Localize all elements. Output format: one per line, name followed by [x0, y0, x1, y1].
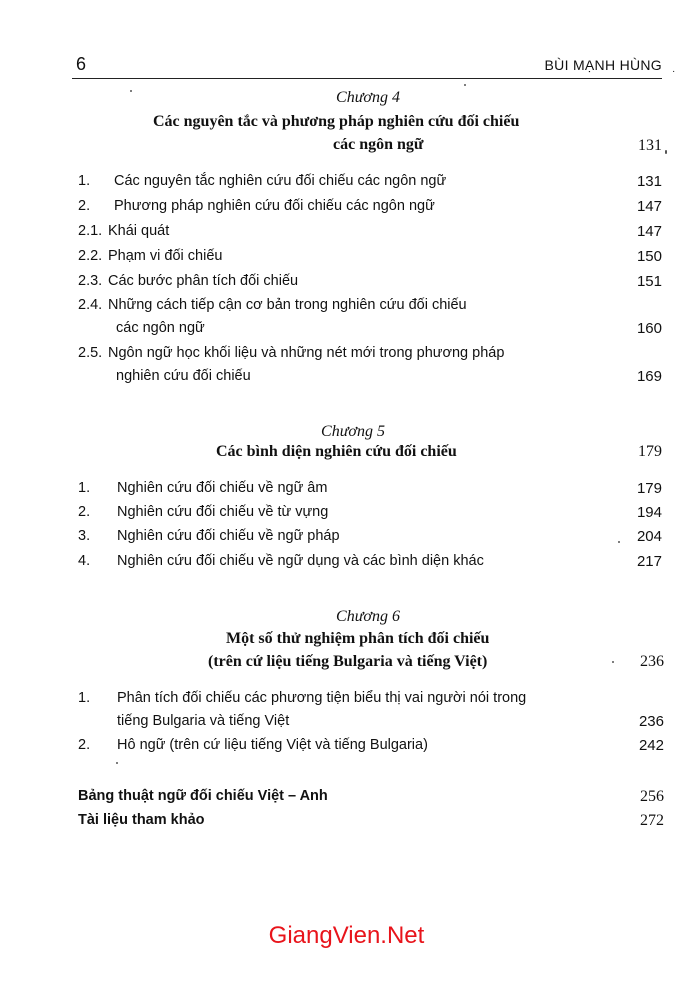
entry-title: Các bước phân tích đối chiếu [108, 273, 299, 289]
chapter-title-line-2: các ngôn ngữ [333, 136, 424, 153]
chapter-label: Chương 6 [336, 608, 400, 625]
scan-speck [618, 541, 620, 543]
entry-title: Nghiên cứu đối chiếu về ngữ dụng và các bình diện khác [117, 553, 484, 569]
entry-page: 160 [636, 320, 662, 337]
entry-title-line-2: nghiên cứu đối chiếu [116, 368, 251, 384]
entry-page: 147 [636, 223, 662, 240]
entry-page: 150 [636, 248, 662, 265]
entry-number: 1. [78, 480, 91, 496]
entry-page: 179 [636, 480, 662, 497]
chapter-page: 179 [638, 443, 662, 460]
scan-speck [130, 90, 132, 92]
entry-page: 242 [638, 737, 664, 754]
entry-number: 2. [78, 198, 91, 214]
entry-title: Hô ngữ (trên cứ liệu tiếng Việt và tiếng Bulgaria) [117, 737, 428, 753]
entry-number: 2.1. [78, 223, 103, 239]
entry-number: 2. [78, 737, 91, 753]
entry-number: 2.3. [78, 273, 103, 289]
entry-number: 2.4. [78, 297, 103, 313]
entry-page: 256 [640, 788, 664, 805]
chapter-page: 131 [638, 137, 662, 154]
running-head-author: BÙI MẠNH HÙNG [544, 57, 662, 73]
entry-number: 1. [78, 173, 91, 189]
entry-title: Phạm vi đối chiếu [108, 248, 223, 264]
entry-title: Nghiên cứu đối chiếu về ngữ âm [117, 480, 328, 496]
entry-number: 2. [78, 504, 91, 520]
scan-speck [116, 762, 118, 764]
entry-title-line-1: Phân tích đối chiếu các phương tiện biểu thị vai người nói trong [117, 690, 527, 706]
entry-number: 1. [78, 690, 91, 706]
entry-title-line-2: các ngôn ngữ [116, 320, 205, 336]
entry-number: 2.5. [78, 345, 103, 361]
page-number: 6 [76, 54, 87, 74]
entry-title-line-1: Ngôn ngữ học khối liệu và những nét mới trong phương pháp [108, 345, 505, 361]
entry-page: 217 [636, 553, 662, 570]
entry-page: 147 [636, 198, 662, 215]
chapter-title-line-1: Các nguyên tắc và phương pháp nghiên cứu đối chiếu [153, 113, 520, 130]
entry-title: Bảng thuật ngữ đối chiếu Việt – Anh [78, 788, 328, 804]
entry-title: Các nguyên tắc nghiên cứu đối chiếu các ngôn ngữ [114, 173, 447, 189]
entry-page: 131 [636, 173, 662, 190]
chapter-title-line-1: Các bình diện nghiên cứu đối chiếu [216, 443, 457, 460]
scan-speck [464, 84, 466, 86]
watermark: GiangVien.Net [268, 922, 425, 949]
entry-page: 272 [640, 812, 664, 829]
entry-title: Khái quát [108, 223, 170, 239]
entry-title-line-2: tiếng Bulgaria và tiếng Việt [117, 713, 290, 729]
entry-page: 204 [636, 528, 662, 545]
entry-number: 2.2. [78, 248, 103, 264]
entry-number: 3. [78, 528, 91, 544]
scan-speck: · [672, 66, 676, 77]
entry-page: 194 [636, 504, 662, 521]
entry-number: 4. [78, 553, 91, 569]
entry-title: Nghiên cứu đối chiếu về ngữ pháp [117, 528, 340, 544]
entry-title: Nghiên cứu đối chiếu về từ vựng [117, 504, 329, 520]
chapter-label: Chương 4 [336, 89, 400, 106]
chapter-page: 236 [640, 653, 664, 670]
entry-page: 151 [636, 273, 662, 290]
entry-title-line-1: Những cách tiếp cận cơ bản trong nghiên cứu đối chiếu [108, 297, 467, 313]
entry-page: 169 [636, 368, 662, 385]
chapter-label: Chương 5 [321, 423, 385, 440]
chapter-title-line-1: Một số thử nghiệm phân tích đối chiếu [226, 630, 490, 647]
scan-speck [665, 150, 667, 154]
entry-title: Tài liệu tham khảo [78, 812, 205, 828]
chapter-title-line-2: (trên cứ liệu tiếng Bulgaria và tiếng Việt) [208, 653, 488, 670]
entry-title: Phương pháp nghiên cứu đối chiếu các ngôn ngữ [114, 198, 435, 214]
page-header [72, 52, 662, 79]
scan-speck [612, 661, 614, 663]
entry-page: 236 [638, 713, 664, 730]
